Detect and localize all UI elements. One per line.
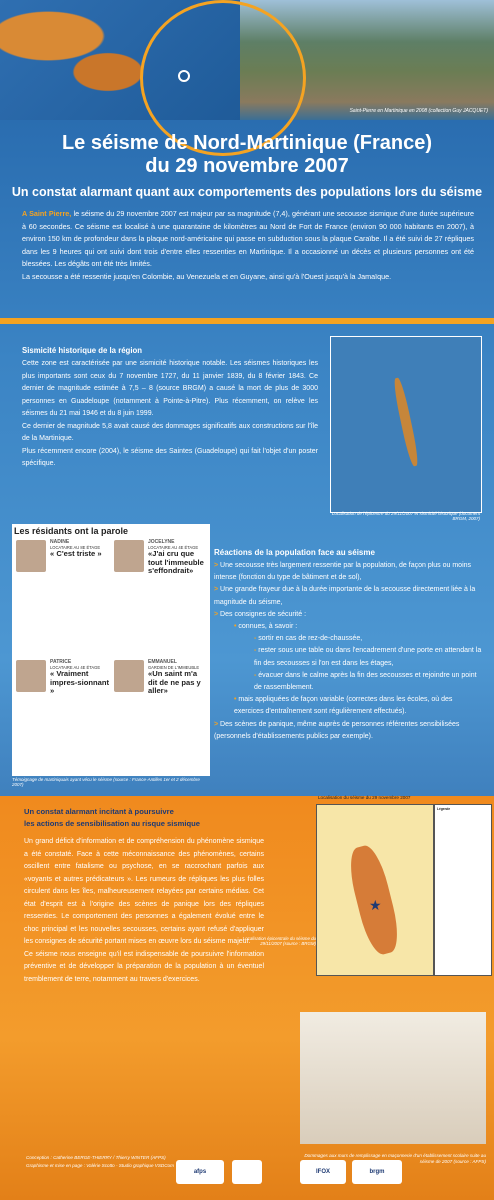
credits	[26, 1154, 174, 1170]
history-text	[22, 358, 318, 471]
legend-title: Légende	[437, 807, 451, 811]
reaction-subsubitem: - évacuer dans le calme après la fin des secousses et rejoindre un point de rassemblement.	[254, 671, 477, 692]
resident-role: LOCATAIRE AU 8E ÉTAGE	[50, 545, 101, 550]
sensibilisation-title-2: les actions de sensibilisation au risque sismique	[24, 819, 200, 828]
resident-quote: «Un saint m'a dit de ne pas y aller»	[148, 669, 201, 695]
epicenter-map	[316, 804, 434, 976]
reactions-title: Réactions de la population face au séisme	[214, 548, 375, 557]
reactions-list	[214, 560, 482, 743]
antilles-arc-shape	[392, 377, 420, 467]
resident-photo	[114, 540, 144, 572]
credits-conception: Conception : Catherine BERGE-THIERRY / Thierry WINTER (AFPS)	[26, 1155, 166, 1160]
epicenter-star-icon: ★	[369, 897, 382, 913]
reaction-subsubitem: - rester sous une table ou dans l'encadrement d'une porte en attendant la fin des secousses si l'on est dans les étages,	[254, 647, 482, 667]
sensibilisation-title-1: Un constat alarmant incitant à poursuivre	[24, 807, 174, 816]
history-title: Sismicité historique de la région	[22, 346, 143, 355]
title-line-2: du 29 novembre 2007	[145, 155, 349, 177]
intro-lead: A Saint Pierre,	[22, 209, 72, 218]
sensibilisation-text	[24, 836, 264, 986]
sensibilisation-paragraph-1: Un grand déficit d'information et de compréhension du phénomène sismique a été constaté. Face à cette méconnaissance des phénomènes, certains oscillent entre fatalisme ou psychose, en se raccrochant parfois aux «voyants et autres prédicateurs ». Les rumeurs de répliques les plus folles circulent dans les îles, malheureusement relayées par certains médias. Cet état d'esprit est à l'origine des scènes de panique lors des répliques ressenties. Le comportement des personnes a également évolué entre le choc principal et les nouvelles secousses, certains ayant refusé d'appliquer les consignes de sécurité portant mises en œuvre lors du séisme majeur.	[24, 838, 264, 945]
resident-1	[50, 540, 110, 559]
residents-caption: Témoignage de martiniquais ayant vécu le séisme (source : France-Antilles 1er et 2 décembre 2007)	[12, 777, 200, 787]
resident-4	[148, 660, 208, 696]
republique-logo	[232, 1160, 262, 1184]
poster-subtitle: Un constat alarmant quant aux comportements des populations lors du séisme	[11, 185, 483, 199]
orange-divider	[0, 318, 494, 324]
martinique-location-dot	[178, 70, 190, 82]
afps-logo: afps	[176, 1160, 224, 1184]
sensibilisation-title	[24, 806, 200, 830]
resident-name: PATRICE	[50, 659, 72, 665]
history-paragraph-3: Plus récemment encore (2004), le séisme des Saintes (Guadeloupe) qui fait l'objet d'un poster spécifique.	[22, 447, 318, 467]
resident-name: EMMANUEL	[148, 659, 177, 665]
credits-graphisme: Graphisme et mise en page : Valérie Scotto - Studio graphique VSDCom	[26, 1163, 174, 1168]
resident-photo	[114, 660, 144, 692]
resident-name: NADINE	[50, 539, 70, 545]
sensibilisation-paragraph-2: Ce séisme nous enseigne qu'il est indispensable de poursuivre l'information préventive et de développer la préparation de la population à un éventuel tremblement de terre, notamment au travers d'exercices.	[24, 950, 264, 983]
resident-quote: «J'ai cru que tout l'immeuble s'effondrait»	[148, 549, 204, 575]
reaction-item: > Des scènes de panique, même auprès de personnes référentes sensibilisées (personnels d'établissements publics par exemple).	[214, 720, 460, 740]
history-paragraph-1: Cette zone est caractérisée par une sismicité historique notable. Les séismes historiques les plus importants sont ceux du 7 novembre 1727, du 11 janvier 1839, du 8 février 1843. Ce dernier de magnitude estimée à 7,5 – 8 (source BRGM) a causé la mort de plus de 3000 personnes en Guadeloupe (notamment à Pointe-à-Pitre). Plus récemment, on relève les séismes du 21 mai 1946 et du 8 juin 1999.	[22, 360, 318, 417]
resident-2	[148, 540, 208, 576]
title-line-1: Le séisme de Nord-Martinique (France)	[61, 132, 433, 154]
historical-map-caption: Localisation de l'épicentre du 29/11/2007 et sismicité historique (document BRGM, 2007)	[331, 511, 480, 521]
reaction-item: > Une grande frayeur due à la durée importante de la secousse directement liée à la magnitude du séisme,	[214, 586, 476, 606]
map-legend	[434, 804, 492, 976]
resident-role: LOCATAIRE AU 4E ÉTAGE	[148, 545, 199, 550]
intro-paragraph	[22, 208, 474, 283]
reaction-item: > Une secousse très largement ressentie par la population, de façon plus ou moins intense (fonction du type de bâtiment et de sol),	[214, 562, 472, 582]
resident-quote: « Vraiment impres-sionnant »	[50, 669, 110, 695]
resident-photo	[16, 540, 46, 572]
resident-name: JOCELYNE	[148, 539, 175, 545]
resident-photo	[16, 660, 46, 692]
damage-photo	[300, 1012, 486, 1144]
residents-title: Les résidants ont la parole	[14, 526, 129, 536]
ifox-logo: IFOX	[300, 1160, 346, 1184]
reaction-subsubitem: - sortir en cas de rez-de-chaussée,	[254, 635, 363, 643]
resident-quote: « C'est triste »	[50, 549, 102, 558]
resident-role: GARDIEN DE L'IMMEUBLE	[148, 665, 200, 670]
intro-text: le séisme du 29 novembre 2007 est majeur par sa magnitude (7,4), générant une secousse sismique d'une durée supérieure à 60 secondes. Ce séisme est localisé à une quarantaine de kilomètres au Nord de Fort de France (environ 90 000 habitants en 2007), à environ 150 km de profondeur dans la plaque nord-américaine qui passe en subduction sous la plaque Caraïbe. Il a été suivi de 27 répliques dans les 9 heures qui ont suivi dont trois d'entre elles ressenties en Martinique. Il a occasionné un décès et plusieurs personnes ont été blessées. Les dégâts ont été très limités.	[22, 209, 475, 268]
poster-title	[0, 132, 494, 178]
history-paragraph-2: Ce dernier de magnitude 5,8 avait causé des dommages significatifs aux constructions sur l'île de la Martinique.	[22, 422, 318, 442]
brgm-logo: brgm	[352, 1160, 402, 1184]
damage-photo-caption: Dommages aux murs de remplissage en maçonnerie d'un établissement scolaire suite au séisme de 2007 (source : AFPS)	[304, 1153, 486, 1164]
photo-credit: Saint-Pierre en Martinique en 2008 (collection Guy JACQUET)	[349, 108, 488, 114]
resident-3	[50, 660, 110, 696]
historical-seismicity-map	[330, 336, 482, 513]
reaction-subitem: • mais appliquées de façon variable (correctes dans les écoles, où des exercices d'entraînement sont régulièrement effectués).	[234, 696, 453, 716]
epicenter-map-title: Localisation du séisme du 29 novembre 2007	[318, 795, 411, 800]
reaction-item: > Des consignes de sécurité :	[214, 610, 307, 618]
reaction-subitem: • connues, à savoir :	[234, 623, 298, 631]
resident-role: LOCATAIRE AU 4E ÉTAGE	[50, 665, 101, 670]
epicenter-map-caption: Localisation épicentrale du séisme du 29/11/2007 (source : BRGM)	[242, 936, 316, 946]
intro-text-2: La secousse a été ressentie jusqu'en Colombie, au Venezuela et en Guyane, ainsi qu'à l'Ouest jusqu'à la Jamaïque.	[22, 271, 392, 281]
